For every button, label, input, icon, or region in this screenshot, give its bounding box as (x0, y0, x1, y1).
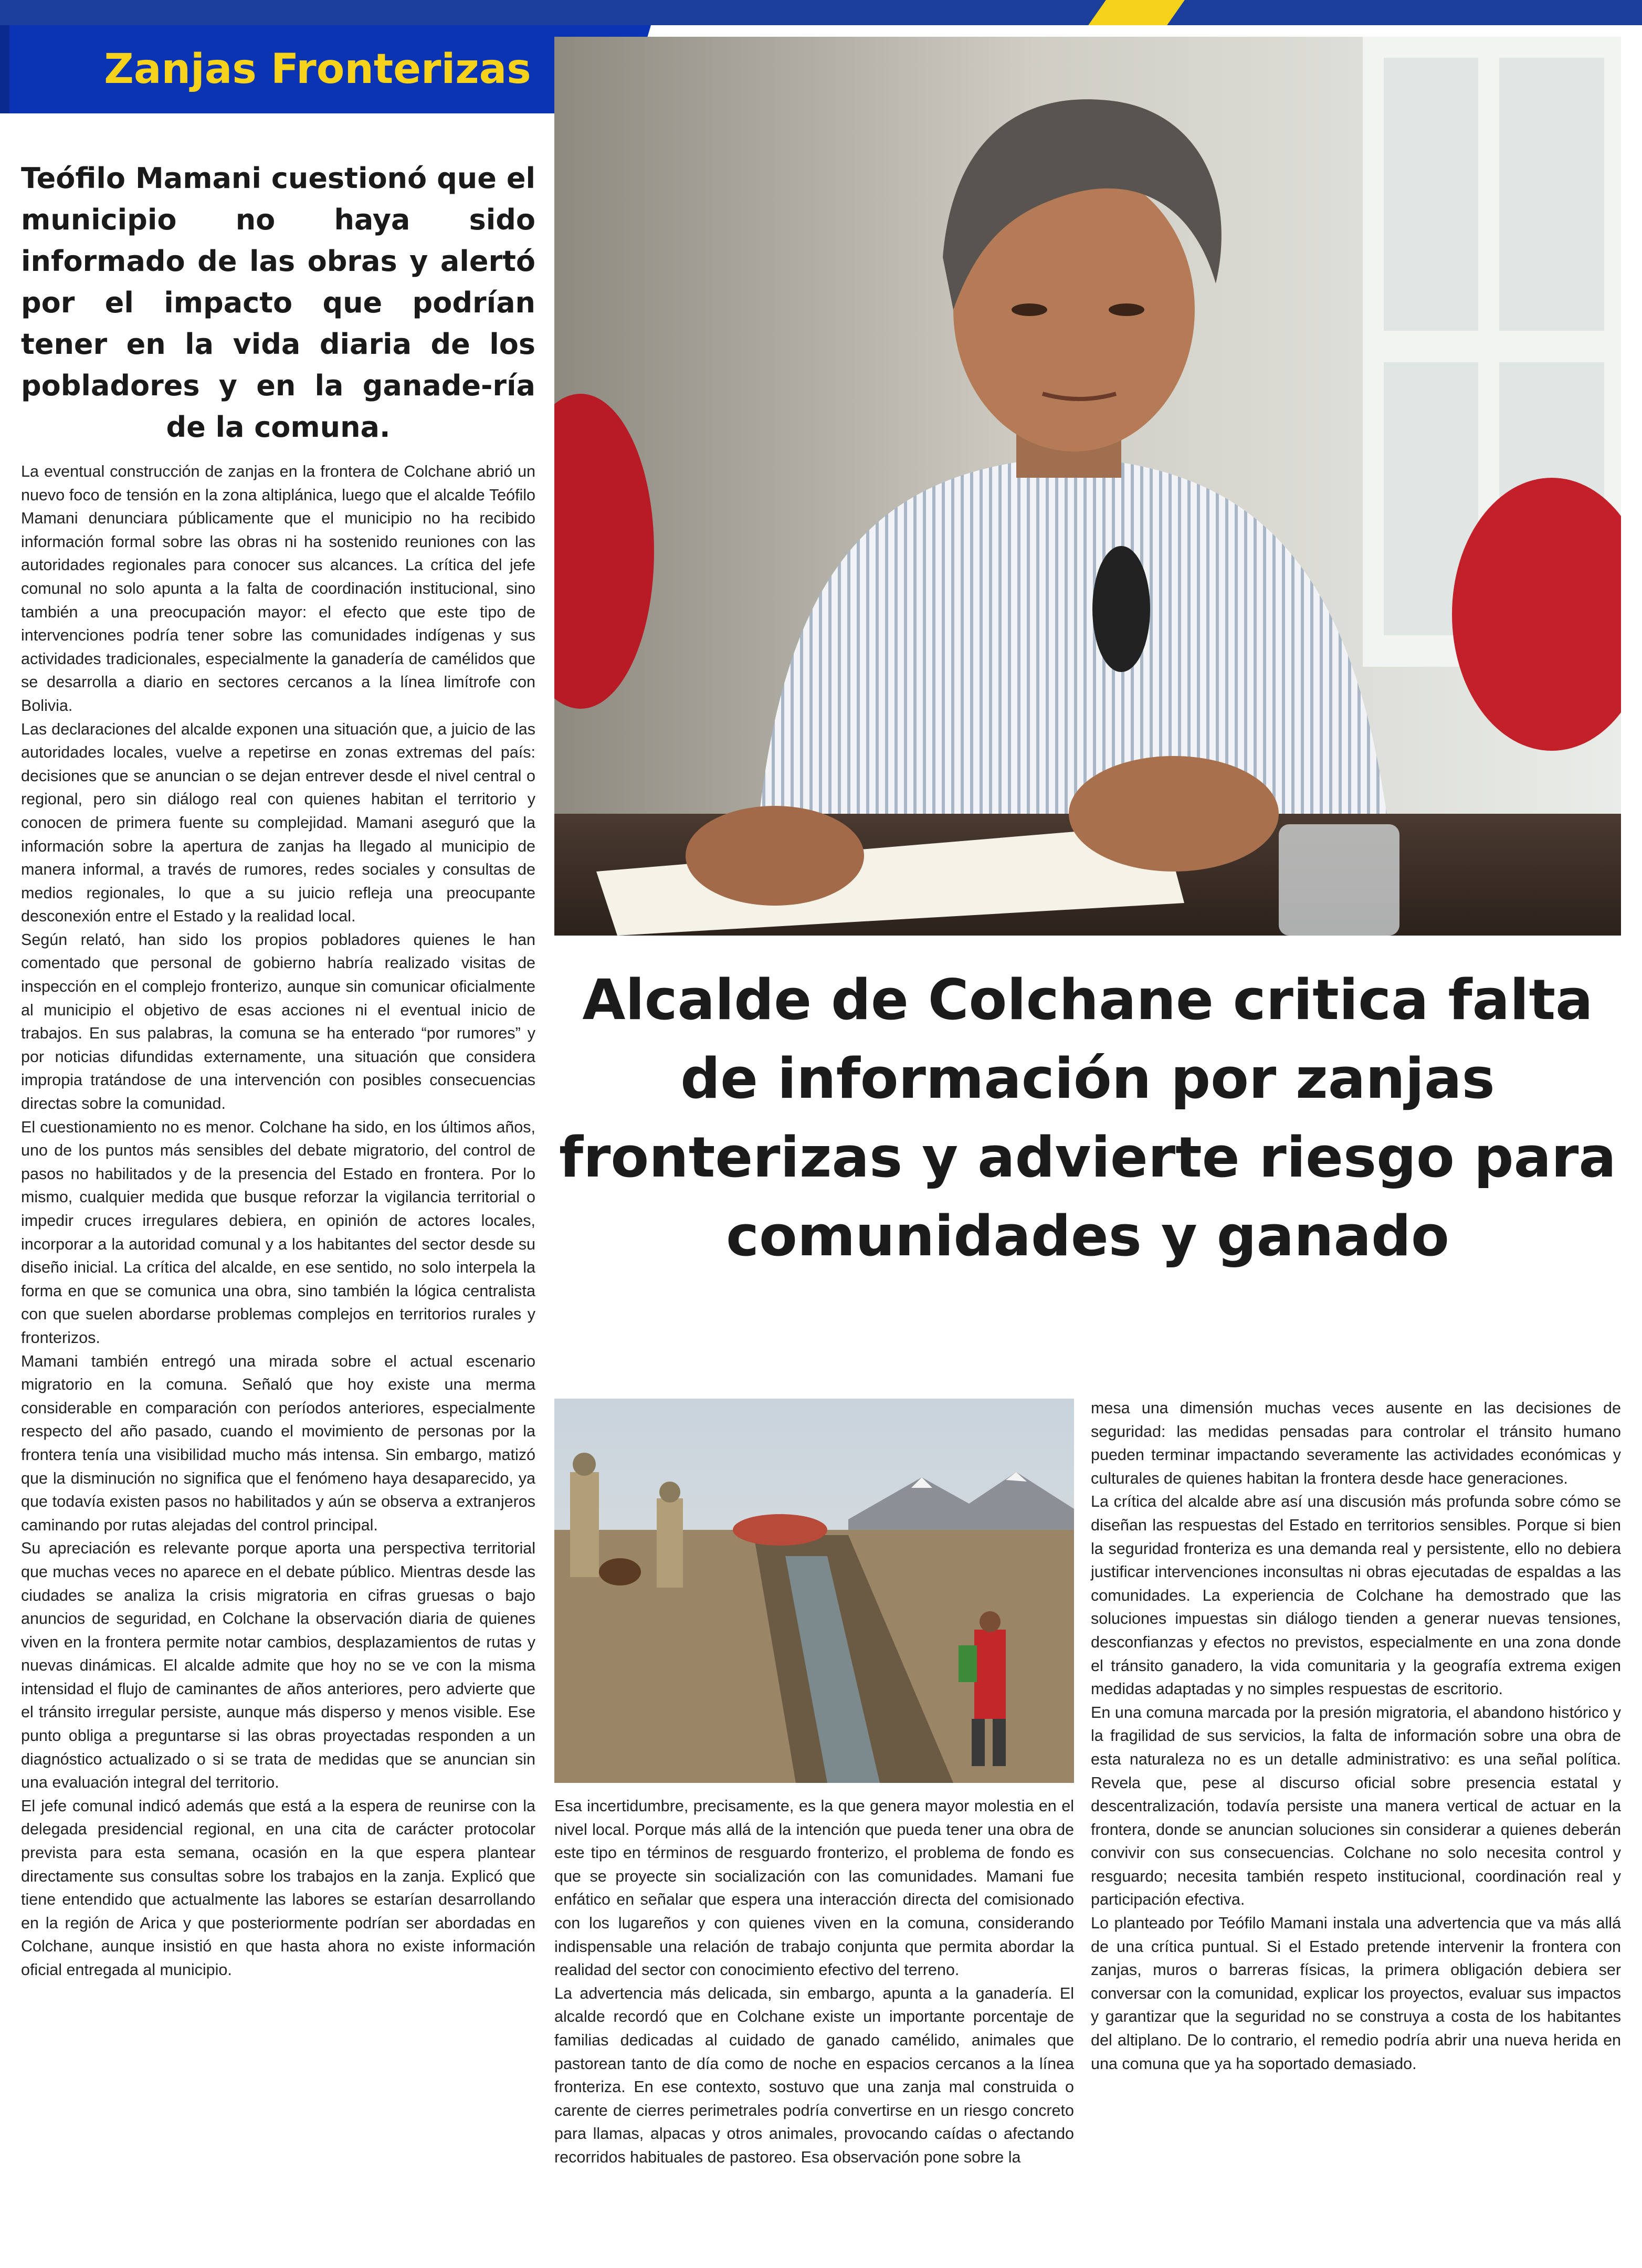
body-paragraph: En una comuna marcada por la presión migratoria, el abandono histórico y la fragilidad de sus servicios, la falta de información sobre una obra de esta naturaleza no es un detalle administrativo: es una señal política. Revela que, pese al discurso oficial sobre presencia estatal y descentralización, todavía persiste una manera vertical de actuar en la frontera, donde se anuncian soluciones sin considerar a quienes deberán convivir con sus consecuencias. Colchane no solo necesita control y resguardo; necesita también respeto institucional, coordinación real y participación efectiva. (1091, 1703, 1621, 1909)
body-column-2 (554, 1794, 1074, 2169)
body-paragraph: Esa incertidumbre, precisamente, es la que genera mayor molestia en el nivel local. Porque más allá de la intención que pueda tener una obra de este tipo en términos de resguardo fronterizo, el problema de fondo es que se proyecte sin socialización con las comunidades. Mamani fue enfático en señalar que espera una interacción directa del comisionado con los lugareños y con quienes viven en la comuna, considerando indispensable una relación de trabajo conjunta que permita abordar la realidad del sector con conocimiento efectivo del terreno. (554, 1797, 1074, 1979)
body-paragraph: La advertencia más delicada, sin embargo, apunta a la ganadería. El alcalde recordó que en Colchane existe un importante porcentaje de familias dedicadas al cuidado de ganado camélido, animales que pastorean tanto de día como de noche en espacios cercanos a la línea fronteriza. En ese contexto, sostuvo que una zanja mal construida o carente de cierres perimetrales podría convertirse en un riesgo concreto para llamas, alpacas y otros animales, provocando caídas o afectando recorridos habituales de pastoreo. Esa observación pone sobre la (554, 1984, 1074, 2166)
section-banner-edge (0, 25, 9, 113)
section-title: Zanjas Fronterizas (104, 46, 531, 93)
body-paragraph: El cuestionamiento no es menor. Colchane ha sido, en los últimos años, uno de los puntos más sensibles del debate migratorio, del control de pasos no habilitados y de la presencia del Estado en frontera. Por lo mismo, cualquier medida que busque reforzar la vigilancia territorial o impedir cruces irregulares debiera, en opinión de actores locales, incorporar a la autoridad comunal y a los habitantes del sector desde su diseño inicial. La crítica del alcalde, en ese sentido, no solo interpela la forma en que se comunica una obra, sino también la lógica centralista con que suelen abordarse problemas complejos en territorios rurales y fronterizos. (21, 1118, 535, 1347)
body-paragraph: La crítica del alcalde abre así una discusión más profunda sobre cómo se diseñan las respuestas del Estado en territorios sensibles. Porque si bien la seguridad fronteriza es una demanda real y persistente, ello no debiera justificar intervenciones inconsultas ni obras ejecutadas de espaldas a las comunidades. La experiencia de Colchane ha demostrado que las soluciones impuestas sin diálogo tienden a generar nuevas tensiones, desconfianzas y efectos no previstos, especialmente en una zona donde el tránsito ganadero, la vida comunitaria y la geografía extrema exigen medidas adaptadas y no simples respuestas de escritorio. (1091, 1493, 1621, 1698)
top-color-strip (0, 0, 1642, 25)
body-paragraph: Según relató, han sido los propios pobladores quienes le han comentado que personal de gobierno habría realizado visitas de inspección en el complejo fronterizo, aunque sin comunicar oficialmente al municipio el objetivo de esas acciones ni el eventual inicio de trabajos. En sus palabras, la comuna se ha enterado “por rumores” y por noticias difundidas externamente, una situación que considera impropia tratándose de una intervención con posibles consecuencias directas sobre la comunidad. (21, 930, 535, 1113)
lead-paragraph: Teófilo Mamani cuestionó que el municipio no haya sido informado de las obras y alertó por el impacto que podrían tener en la vida diaria de los pobladores y en la ganade-ría de la comuna. (21, 162, 535, 444)
body-paragraph: Lo planteado por Teófilo Mamani instala una advertencia que va más allá de una crítica puntual. Si el Estado pretende intervenir la frontera con zanjas, muros o barreras físicas, la primera obligación debiera ser conversar con la comunidad, explicar los proyectos, evaluar sus impactos y garantizar que la seguridad no se construya a costa de los habitantes del altiplano. De lo contrario, el remedio podría abrir una nueva herida en una comuna que ya ha soportado demasiado. (1091, 1914, 1621, 2073)
body-column-3 (1091, 1396, 1621, 2075)
body-column-1 (21, 460, 535, 1982)
mayor-photo (554, 37, 1621, 936)
body-paragraph: La eventual construcción de zanjas en la frontera de Colchane abrió un nuevo foco de tensión en la zona altiplánica, luego que el alcalde Teófilo Mamani denunciara públicamente que el municipio no ha recibido información formal sobre las obras ni ha sostenido reuniones con las autoridades regionales para conocer sus alcances. La crítica del jefe comunal no solo apunta a la falta de coordinación institucional, sino también a una preocupación mayor: el efecto que este tipo de intervenciones podría tener sobre las comunidades indígenas y sus actividades tradicionales, especialmente la ganadería de camélidos que se desarrolla a diario en sectores cercanos a la línea limítrofe con Bolivia. (21, 463, 535, 715)
body-paragraph: Las declaraciones del alcalde exponen una situación que, a juicio de las autoridades locales, vuelve a repetirse en zonas extremas del país: decisiones que se anuncian o se dejan entrever desde el nivel central o regional, pero sin diálogo real con quienes habitan el territorio y conocen de primera fuente su complejidad. Mamani aseguró que la información sobre la apertura de zanjas ha llegado al municipio de manera informal, a través de rumores, redes sociales y consultas de medios regionales, lo que a su juicio refleja una preocupante desconexión entre el Estado y la realidad local. (21, 720, 535, 926)
body-paragraph: Su apreciación es relevante porque aporta una perspectiva territorial que muchas veces no aparece en el debate público. Mientras desde las ciudades se analiza la crisis migratoria en cifras gruesas o bajo anuncios de seguridad, en Colchane la observación diaria de quienes viven en la frontera permite notar cambios, desplazamientos de rutas y nuevas dinámicas. El alcalde admite que hoy no se ve con la misma intensidad el flujo de caminantes de años anteriores, pero advierte que el tránsito irregular persiste, aunque más disperso y menos visible. Ese punto obliga a preguntarse si las obras proyectadas responden a un diagnóstico actualizado o si se trata de medidas que se anuncian sin una evaluación integral del territorio. (21, 1539, 535, 1792)
headline: Alcalde de Colchane critica falta de información por zanjas fronterizas y advierte riesgo para comunidades y ganado (559, 968, 1616, 1268)
body-paragraph: Mamani también entregó una mirada sobre el actual escenario migratorio en la comuna. Señaló que hoy existe una merma considerable en comparación con períodos anteriores, especialmente respecto del año pasado, cuando el movimiento de personas por la frontera tenía una visibilidad mucho más intensa. Sin embargo, matizó que la disminución no significa que el fenómeno haya desaparecido, ya que todavía existen pasos no habilitados y aún se observa a extranjeros caminando por rutas alejadas del control principal. (21, 1352, 535, 1534)
border-trench-photo (554, 1399, 1074, 1783)
body-paragraph: El jefe comunal indicó además que está a la espera de reunirse con la delegada presidencial regional, en una cita de carácter protocolar prevista para esta semana, ocasión en la que espera plantear directamente sus consultas sobre los trabajos en la zanja. Explicó que tiene entendido que actualmente las labores se estarían desarrollando en la región de Arica y que posteriormente podrían ser abordadas en Colchane, aunque insistió en que hasta ahora no existe información oficial entregada al municipio. (21, 1797, 535, 1979)
body-paragraph: mesa una dimensión muchas veces ausente en las decisiones de seguridad: las medidas pensadas para controlar el tránsito humano pueden terminar impactando severamente las actividades económicas y culturales de quienes habitan la frontera desde hace generaciones. (1091, 1399, 1621, 1487)
